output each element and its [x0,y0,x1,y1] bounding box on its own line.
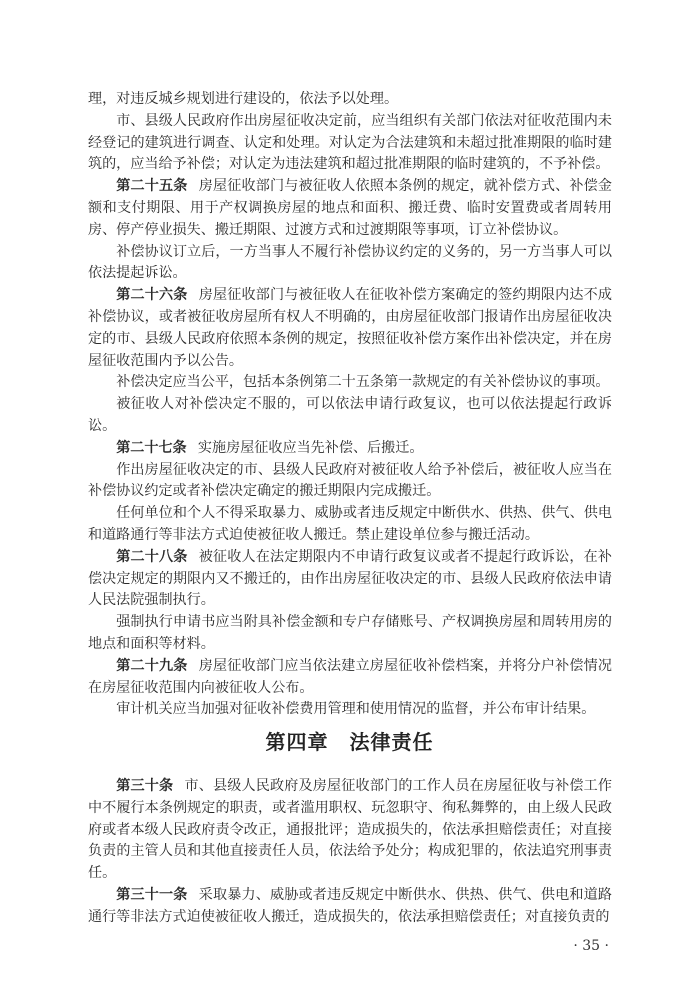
article-number: 第二十九条 [116,657,188,674]
paragraph-text: 采取暴力、威胁或者违反规定中断供水、供热、供气、供电和道路通行等非法方式迫使被征收人搬迁，造成损失的，依法承担赔偿责任；对直接负责的 [88,886,612,925]
article-number: 第二十八条 [116,548,188,565]
paragraph [88,460,612,504]
paragraph-text: 实施房屋征收应当先补偿、后搬迁。 [197,439,424,456]
article-paragraph [88,656,612,700]
article-number: 第三十一条 [116,886,188,903]
article-number: 第二十五条 [116,178,188,195]
body-text-top [88,89,612,721]
paragraph-text: 补偿决定应当公平，包括本条例第二十五条第一款规定的有关补偿协议的事项。 [116,374,610,391]
article-number: 第三十条 [116,778,174,794]
article-paragraph [88,885,612,929]
article-number: 第二十六条 [116,287,188,304]
paragraph-text: 理，对违反城乡规划进行建设的，依法予以处理。 [88,91,399,107]
paragraph [88,111,612,176]
article-paragraph [88,776,612,885]
paragraph-text: 市、县级人民政府作出房屋征收决定前，应当组织有关部门依法对征收范围内未经登记的建筑进行调查、认定和处理。对认定为合法建筑和未超过批准期限的临时建筑的，应当给予补偿；对认定为违法建筑和超过批准期限的临时建筑的，不予补偿。 [88,112,612,173]
article-paragraph [88,176,612,241]
article-paragraph [88,547,612,612]
body-text-bottom [88,776,612,929]
chapter-heading: 第四章 法律责任 [265,730,434,754]
paragraph-text: 审计机关应当加强对征收补偿费用管理和使用情况的监督，并公布审计结果。 [116,701,596,718]
paragraph [88,372,612,394]
paragraph [88,699,612,721]
paragraph-text: 市、县级人民政府及房屋征收部门的工作人员在房屋征收与补偿工作中不履行本条例规定的职责，或者滥用职权、玩忽职守、徇私舞弊的，由上级人民政府或者本级人民政府责令改正，通报批评；造成损失的，依法承担赔偿责任；对直接负责的主管人员和其他直接责任人员，依法给予处分；构成犯罪的，依法追究刑事责任。 [88,778,613,882]
paragraph [88,394,612,438]
paragraph-text: 被征收人对补偿决定不服的，可以依法申请行政复议，也可以依法提起行政诉讼。 [88,396,612,434]
paragraph-text: 强制执行申请书应当附具补偿金额和专户存储账号、产权调换房屋和周转用房的地点和面积等材料。 [88,614,612,652]
paragraph-text: 房屋征收部门与被征收人依照本条例的规定，就补偿方式、补偿金额和支付期限、用于产权调换房屋的地点和面积、搬迁费、临时安置费或者周转用房、停产停业损失、搬迁期限、过渡方式和过渡期限等事项，订立补偿协议。 [88,178,612,238]
paragraph-text: 被征收人在法定期限内不申请行政复议或者不提起行政诉讼，在补偿决定规定的期限内又不搬迁的，由作出房屋征收决定的市、县级人民政府依法申请人民法院强制执行。 [88,548,612,609]
article-paragraph [88,285,612,372]
paragraph-text: 作出房屋征收决定的市、县级人民政府对被征收人给予补偿后，被征收人应当在补偿协议约定或者补偿决定确定的搬迁期限内完成搬迁。 [88,461,612,500]
paragraph-text: 房屋征收部门与被征收人在征收补偿方案确定的签约期限内达不成补偿协议，或者被征收房屋所有权人不明确的，由房屋征收部门报请作出房屋征收决定的市、县级人民政府依照本条例的规定，按照征收补偿方案作出补偿决定，并在房屋征收范围内予以公告。 [88,287,612,369]
paragraph-text: 房屋征收部门应当依法建立房屋征收补偿档案，并将分户补偿情况在房屋征收范围内向被征收人公布。 [88,657,612,696]
paragraph [88,503,612,547]
paragraph [88,89,612,111]
page-number: · 35 · [573,938,609,954]
paragraph [88,242,612,286]
paragraph [88,612,612,656]
paragraph-text: 补偿协议订立后，一方当事人不履行补偿协议约定的义务的，另一方当事人可以依法提起诉讼。 [88,243,612,282]
paragraph-text: 任何单位和个人不得采取暴力、威胁或者违反规定中断供水、供热、供气、供电和道路通行等非法方式迫使被征收人搬迁。禁止建设单位参与搬迁活动。 [88,505,612,543]
article-paragraph [88,438,612,460]
article-number: 第二十七条 [116,439,187,456]
